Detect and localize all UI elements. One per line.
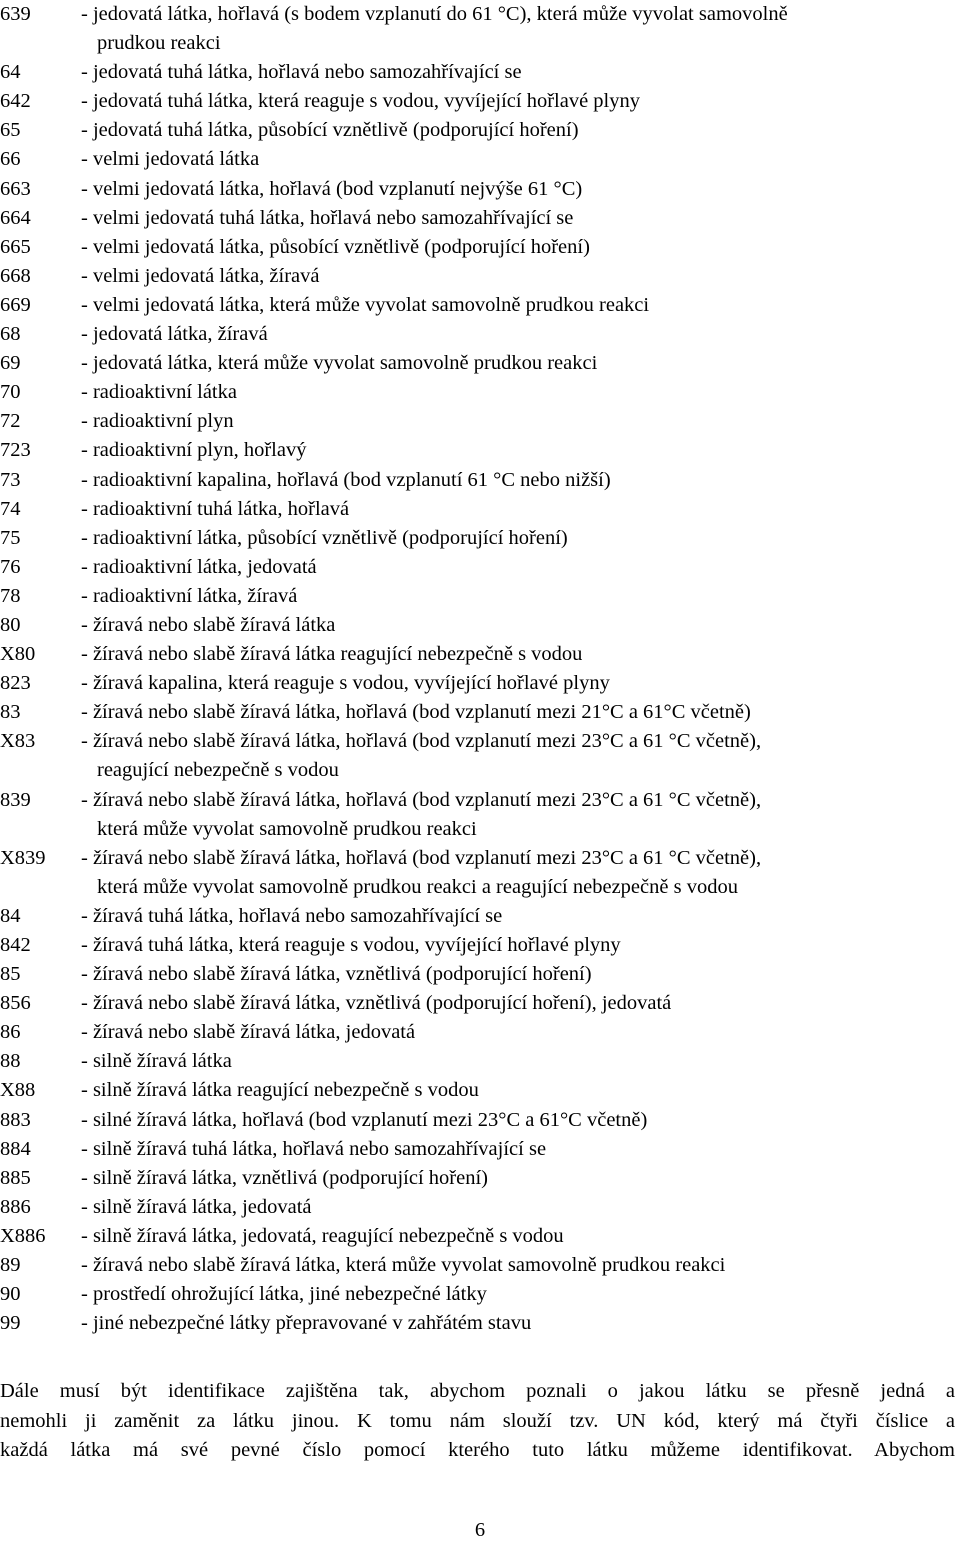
description-line: - žíravá nebo slabě žíravá látka, jedovatá — [81, 1021, 416, 1044]
description-line: - radioaktivní plyn — [81, 410, 234, 433]
description-line: - silně žíravá tuhá látka, hořlavá nebo samozahřívající se — [81, 1137, 547, 1160]
description-line: která může vyvolat samovolně prudkou reakci a reagující nebezpečně s vodou — [97, 875, 738, 898]
hazard-description — [81, 960, 960, 989]
hazard-code: 886 — [0, 1195, 31, 1218]
code-entry — [0, 1135, 960, 1164]
hazard-code: 85 — [0, 963, 21, 986]
description-line: - žíravá kapalina, která reaguje s vodou, vyvíjející hořlavé plyny — [81, 672, 610, 695]
description-line: - velmi jedovatá látka — [81, 148, 260, 171]
hazard-description — [81, 349, 960, 378]
description-line: - žíravá nebo slabě žíravá látka, hořlavá (bod vzplanutí mezi 21°C a 61°C včetně) — [81, 701, 751, 724]
hazard-description — [81, 1309, 960, 1338]
description-line: - velmi jedovatá látka, která může vyvolat samovolně prudkou reakci — [81, 293, 650, 316]
hazard-description — [81, 1076, 960, 1105]
code-entry — [0, 204, 960, 233]
code-entry — [0, 262, 960, 291]
hazard-code: 665 — [0, 235, 31, 258]
hazard-description — [81, 669, 960, 698]
code-entry — [0, 1164, 960, 1193]
code-entry — [0, 495, 960, 524]
hazard-code: 99 — [0, 1312, 21, 1335]
code-entry — [0, 727, 960, 785]
hazard-description — [81, 989, 960, 1018]
hazard-code: 86 — [0, 1021, 21, 1044]
hazard-description — [81, 640, 960, 669]
code-entry — [0, 640, 960, 669]
hazard-description — [81, 87, 960, 116]
description-line: která může vyvolat samovolně prudkou reakci — [97, 817, 477, 840]
description-line: prudkou reakci — [97, 32, 221, 55]
hazard-code: 664 — [0, 206, 31, 229]
description-line: - silně žíravá látka reagující nebezpečně s vodou — [81, 1079, 479, 1102]
description-line: - jedovatá tuhá látka, hořlavá nebo samozahřívající se — [81, 61, 522, 84]
hazard-code: 639 — [0, 3, 31, 25]
code-entry — [0, 1106, 960, 1135]
hazard-description — [81, 378, 960, 407]
hazard-description — [81, 291, 960, 320]
hazard-code: 78 — [0, 584, 21, 607]
hazard-description — [81, 582, 960, 611]
hazard-description — [81, 58, 960, 87]
description-line: - radioaktivní látka, působící vznětlivě (podporující hoření) — [81, 526, 568, 549]
hazard-code: 723 — [0, 439, 31, 462]
code-entry — [0, 1222, 960, 1251]
code-entry — [0, 960, 960, 989]
description-line: - jiné nebezpečné látky přepravované v zahřátém stavu — [81, 1312, 532, 1335]
hazard-description — [81, 611, 960, 640]
description-line: - velmi jedovatá látka, působící vznětlivě (podporující hoření) — [81, 235, 590, 258]
hazard-description — [81, 466, 960, 495]
description-line: - velmi jedovatá látka, žíravá — [81, 264, 320, 287]
description-line: - radioaktivní tuhá látka, hořlavá — [81, 497, 350, 520]
hazard-code: 842 — [0, 934, 31, 956]
description-line: - radioaktivní látka — [81, 381, 237, 404]
code-entry — [0, 553, 960, 582]
hazard-code: X80 — [0, 643, 36, 666]
hazard-description — [81, 0, 960, 58]
hazard-description — [81, 116, 960, 145]
hazard-description — [81, 145, 960, 174]
hazard-code: 884 — [0, 1137, 31, 1160]
description-line: - žíravá nebo slabě žíravá látka, hořlavá (bod vzplanutí mezi 23°C a 61 °C včetně), — [81, 730, 762, 753]
description-line: - žíravá nebo slabě žíravá látka, hořlavá (bod vzplanutí mezi 23°C a 61 °C včetně), — [81, 788, 762, 811]
description-line: - radioaktivní látka, jedovatá — [81, 555, 317, 578]
description-line: - silně žíravá látka, vznětlivá (podporující hoření) — [81, 1166, 488, 1189]
code-entry — [0, 175, 960, 204]
hazard-description — [81, 204, 960, 233]
page-number: 6 — [474, 1519, 486, 1541]
description-line: - silně žíravá látka, jedovatá, reagující nebezpečně s vodou — [81, 1224, 564, 1247]
hazard-description — [81, 902, 960, 931]
description-line: - silně žíravá látka, jedovatá — [81, 1195, 312, 1218]
hazard-code: 65 — [0, 119, 21, 142]
description-line: - žíravá nebo slabě žíravá látka reagující nebezpečně s vodou — [81, 643, 583, 666]
description-line: - radioaktivní látka, žíravá — [81, 584, 298, 607]
code-entry — [0, 378, 960, 407]
hazard-code: X839 — [0, 846, 46, 869]
hazard-code: 70 — [0, 381, 21, 404]
code-entry — [0, 1193, 960, 1222]
description-line: - velmi jedovatá látka, hořlavá (bod vzplanutí nejvýše 61 °C) — [81, 177, 583, 200]
code-entry — [0, 291, 960, 320]
code-entry — [0, 1251, 960, 1280]
hazard-code: 80 — [0, 613, 21, 636]
code-entry — [0, 1076, 960, 1105]
hazard-code: 642 — [0, 90, 31, 113]
description-line: - silné žíravá látka, hořlavá (bod vzplanutí mezi 23°C a 61°C včetně) — [81, 1108, 648, 1131]
hazard-code: 68 — [0, 323, 21, 346]
hazard-description — [81, 407, 960, 436]
hazard-code: 83 — [0, 701, 21, 724]
hazard-description — [81, 175, 960, 204]
hazard-code: 883 — [0, 1108, 31, 1131]
paragraph-line: každá látka má své pevné číslo pomocí kterého tuto látku můžeme identifikovat. Abychom — [0, 1439, 955, 1461]
hazard-code: 75 — [0, 526, 21, 549]
hazard-description — [81, 1222, 960, 1251]
description-line: - žíravá nebo slabě žíravá látka, která může vyvolat samovolně prudkou reakci — [81, 1254, 726, 1277]
hazard-description — [81, 1193, 960, 1222]
hazard-code: 76 — [0, 555, 21, 578]
description-line: - žíravá tuhá látka, která reaguje s vodou, vyvíjející hořlavé plyny — [81, 934, 621, 956]
description-line: - jedovatá látka, která může vyvolat samovolně prudkou reakci — [81, 352, 598, 375]
description-line: - žíravá tuhá látka, hořlavá nebo samozahřívající se — [81, 904, 503, 927]
hazard-code: 90 — [0, 1283, 21, 1306]
code-entry — [0, 524, 960, 553]
hazard-code: 663 — [0, 177, 31, 200]
code-entry — [0, 436, 960, 465]
code-entry — [0, 320, 960, 349]
code-entry — [0, 349, 960, 378]
description-line: reagující nebezpečně s vodou — [97, 759, 339, 782]
description-line: - velmi jedovatá tuhá látka, hořlavá nebo samozahřívající se — [81, 206, 574, 229]
code-entry — [0, 1047, 960, 1076]
description-line: - žíravá nebo slabě žíravá látka — [81, 613, 336, 636]
code-entry — [0, 1309, 960, 1338]
hazard-description — [81, 698, 960, 727]
code-entry — [0, 902, 960, 931]
code-entry — [0, 466, 960, 495]
code-entry — [0, 669, 960, 698]
hazard-code: X88 — [0, 1079, 36, 1102]
hazard-code: 84 — [0, 904, 21, 927]
description-line: - radioaktivní plyn, hořlavý — [81, 439, 307, 462]
code-entry — [0, 0, 960, 58]
hazard-code: 69 — [0, 352, 21, 375]
hazard-description — [81, 524, 960, 553]
code-entry — [0, 116, 960, 145]
hazard-description — [81, 1135, 960, 1164]
hazard-description — [81, 931, 960, 960]
description-line: - jedovatá tuhá látka, působící vznětlivě (podporující hoření) — [81, 119, 579, 142]
hazard-code: X886 — [0, 1224, 46, 1247]
hazard-code: 668 — [0, 264, 31, 287]
hazard-description — [81, 1047, 960, 1076]
hazard-code: 823 — [0, 672, 31, 695]
hazard-description — [81, 1164, 960, 1193]
code-entry — [0, 233, 960, 262]
hazard-code: 73 — [0, 468, 21, 491]
code-entry — [0, 786, 960, 844]
hazard-code: X83 — [0, 730, 36, 753]
description-line: - jedovatá látka, žíravá — [81, 323, 268, 346]
hazard-code: 64 — [0, 61, 21, 84]
hazard-code: 66 — [0, 148, 21, 171]
hazard-code: 88 — [0, 1050, 21, 1073]
hazard-description — [81, 786, 960, 844]
body-paragraph — [0, 1377, 955, 1466]
hazard-description — [81, 844, 960, 902]
code-entry — [0, 844, 960, 902]
description-line: - žíravá nebo slabě žíravá látka, vznětlivá (podporující hoření), jedovatá — [81, 992, 672, 1015]
code-entry — [0, 407, 960, 436]
code-entry — [0, 1018, 960, 1047]
code-entry — [0, 87, 960, 116]
code-entry — [0, 145, 960, 174]
hazard-description — [81, 1280, 960, 1309]
code-entry — [0, 1280, 960, 1309]
code-entry — [0, 931, 960, 960]
hazard-code: 669 — [0, 293, 31, 316]
hazard-description — [81, 727, 960, 785]
description-line: - prostředí ohrožující látka, jiné nebezpečné látky — [81, 1283, 487, 1306]
hazard-description — [81, 233, 960, 262]
hazard-code: 839 — [0, 788, 31, 811]
hazard-description — [81, 495, 960, 524]
hazard-code: 89 — [0, 1254, 21, 1277]
description-line: - radioaktivní kapalina, hořlavá (bod vzplanutí 61 °C nebo nižší) — [81, 468, 611, 491]
paragraph-line: nemohli ji zaměnit za látku jinou. K tomu nám slouží tzv. UN kód, který má čtyři číslice a — [0, 1409, 955, 1432]
code-entry — [0, 582, 960, 611]
code-entry — [0, 698, 960, 727]
paragraph-line: Dále musí být identifikace zajištěna tak, abychom poznali o jakou látku se přesně jedná a — [0, 1380, 955, 1402]
hazard-description — [81, 1106, 960, 1135]
hazard-description — [81, 1018, 960, 1047]
code-entry — [0, 58, 960, 87]
hazard-description — [81, 1251, 960, 1280]
hazard-description — [81, 436, 960, 465]
description-line: - žíravá nebo slabě žíravá látka, vznětlivá (podporující hoření) — [81, 963, 592, 986]
hazard-code: 856 — [0, 992, 31, 1015]
description-line: - žíravá nebo slabě žíravá látka, hořlavá (bod vzplanutí mezi 23°C a 61 °C včetně), — [81, 846, 762, 869]
description-line: - jedovatá látka, hořlavá (s bodem vzplanutí do 61 °C), která může vyvolat samovolně — [81, 3, 788, 25]
hazard-description — [81, 553, 960, 582]
code-entry — [0, 611, 960, 640]
description-line: - silně žíravá látka — [81, 1050, 232, 1073]
hazard-code: 74 — [0, 497, 21, 520]
description-line: - jedovatá tuhá látka, která reaguje s vodou, vyvíjející hořlavé plyny — [81, 90, 641, 113]
hazard-code: 885 — [0, 1166, 31, 1189]
code-entry — [0, 989, 960, 1018]
hazard-code: 72 — [0, 410, 21, 433]
hazard-description — [81, 320, 960, 349]
hazard-description — [81, 262, 960, 291]
